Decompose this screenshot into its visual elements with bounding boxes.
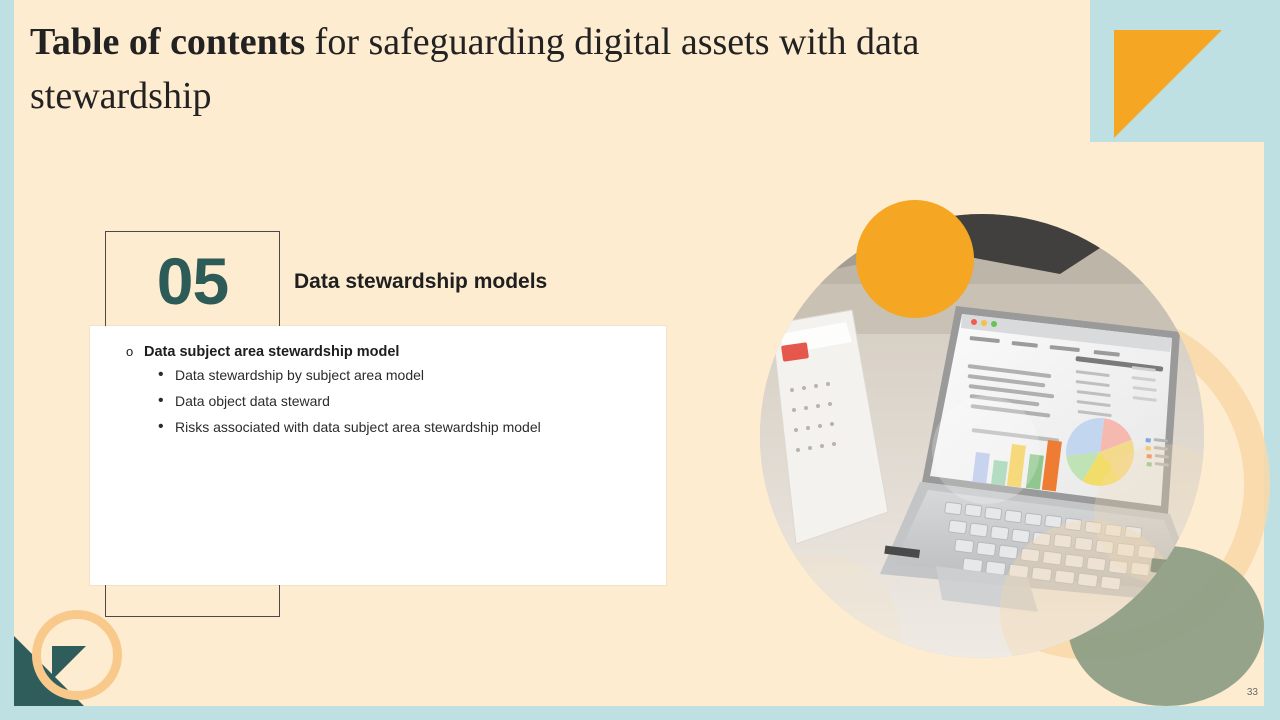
page-title: [30, 16, 1090, 124]
sub-bullet-label: Data object data steward: [175, 393, 330, 410]
sub-bullet-label: Risks associated with data subject area stewardship model: [175, 418, 541, 435]
laptop-photo-illustration: [760, 214, 1204, 658]
main-bullet-label: Data subject area stewardship model: [144, 344, 400, 360]
dot-bullet-icon: •: [158, 392, 164, 410]
page-title-rest: for safeguarding digital assets with data stewardship: [30, 21, 920, 117]
teal-right-border: [1264, 0, 1280, 720]
content-card: [90, 326, 666, 585]
main-bullet-item: [126, 344, 648, 360]
orange-circle-accent: [856, 200, 974, 318]
circle-bullet-icon: o: [126, 344, 134, 359]
page-title-bold: Table of contents: [30, 21, 306, 63]
page-number: 33: [1246, 687, 1258, 698]
sub-bullet-label: Data stewardship by subject area model: [175, 367, 425, 384]
dot-bullet-icon: •: [158, 366, 164, 384]
section-heading: Data stewardship models: [294, 270, 548, 293]
teal-left-border: [0, 0, 14, 720]
orange-triangle-shape: [1114, 30, 1222, 138]
section-number: 05: [156, 244, 229, 318]
list-item: [158, 419, 648, 436]
laptop-dashboard-photo: [760, 214, 1204, 658]
dot-bullet-icon: •: [158, 417, 164, 435]
list-item: [158, 393, 648, 410]
list-item: [158, 367, 648, 384]
sub-bullet-list: [158, 367, 648, 435]
teal-bottom-border: [0, 706, 1280, 720]
bottom-left-quarter-shape: [52, 646, 86, 680]
content-card-inner: [90, 326, 666, 436]
